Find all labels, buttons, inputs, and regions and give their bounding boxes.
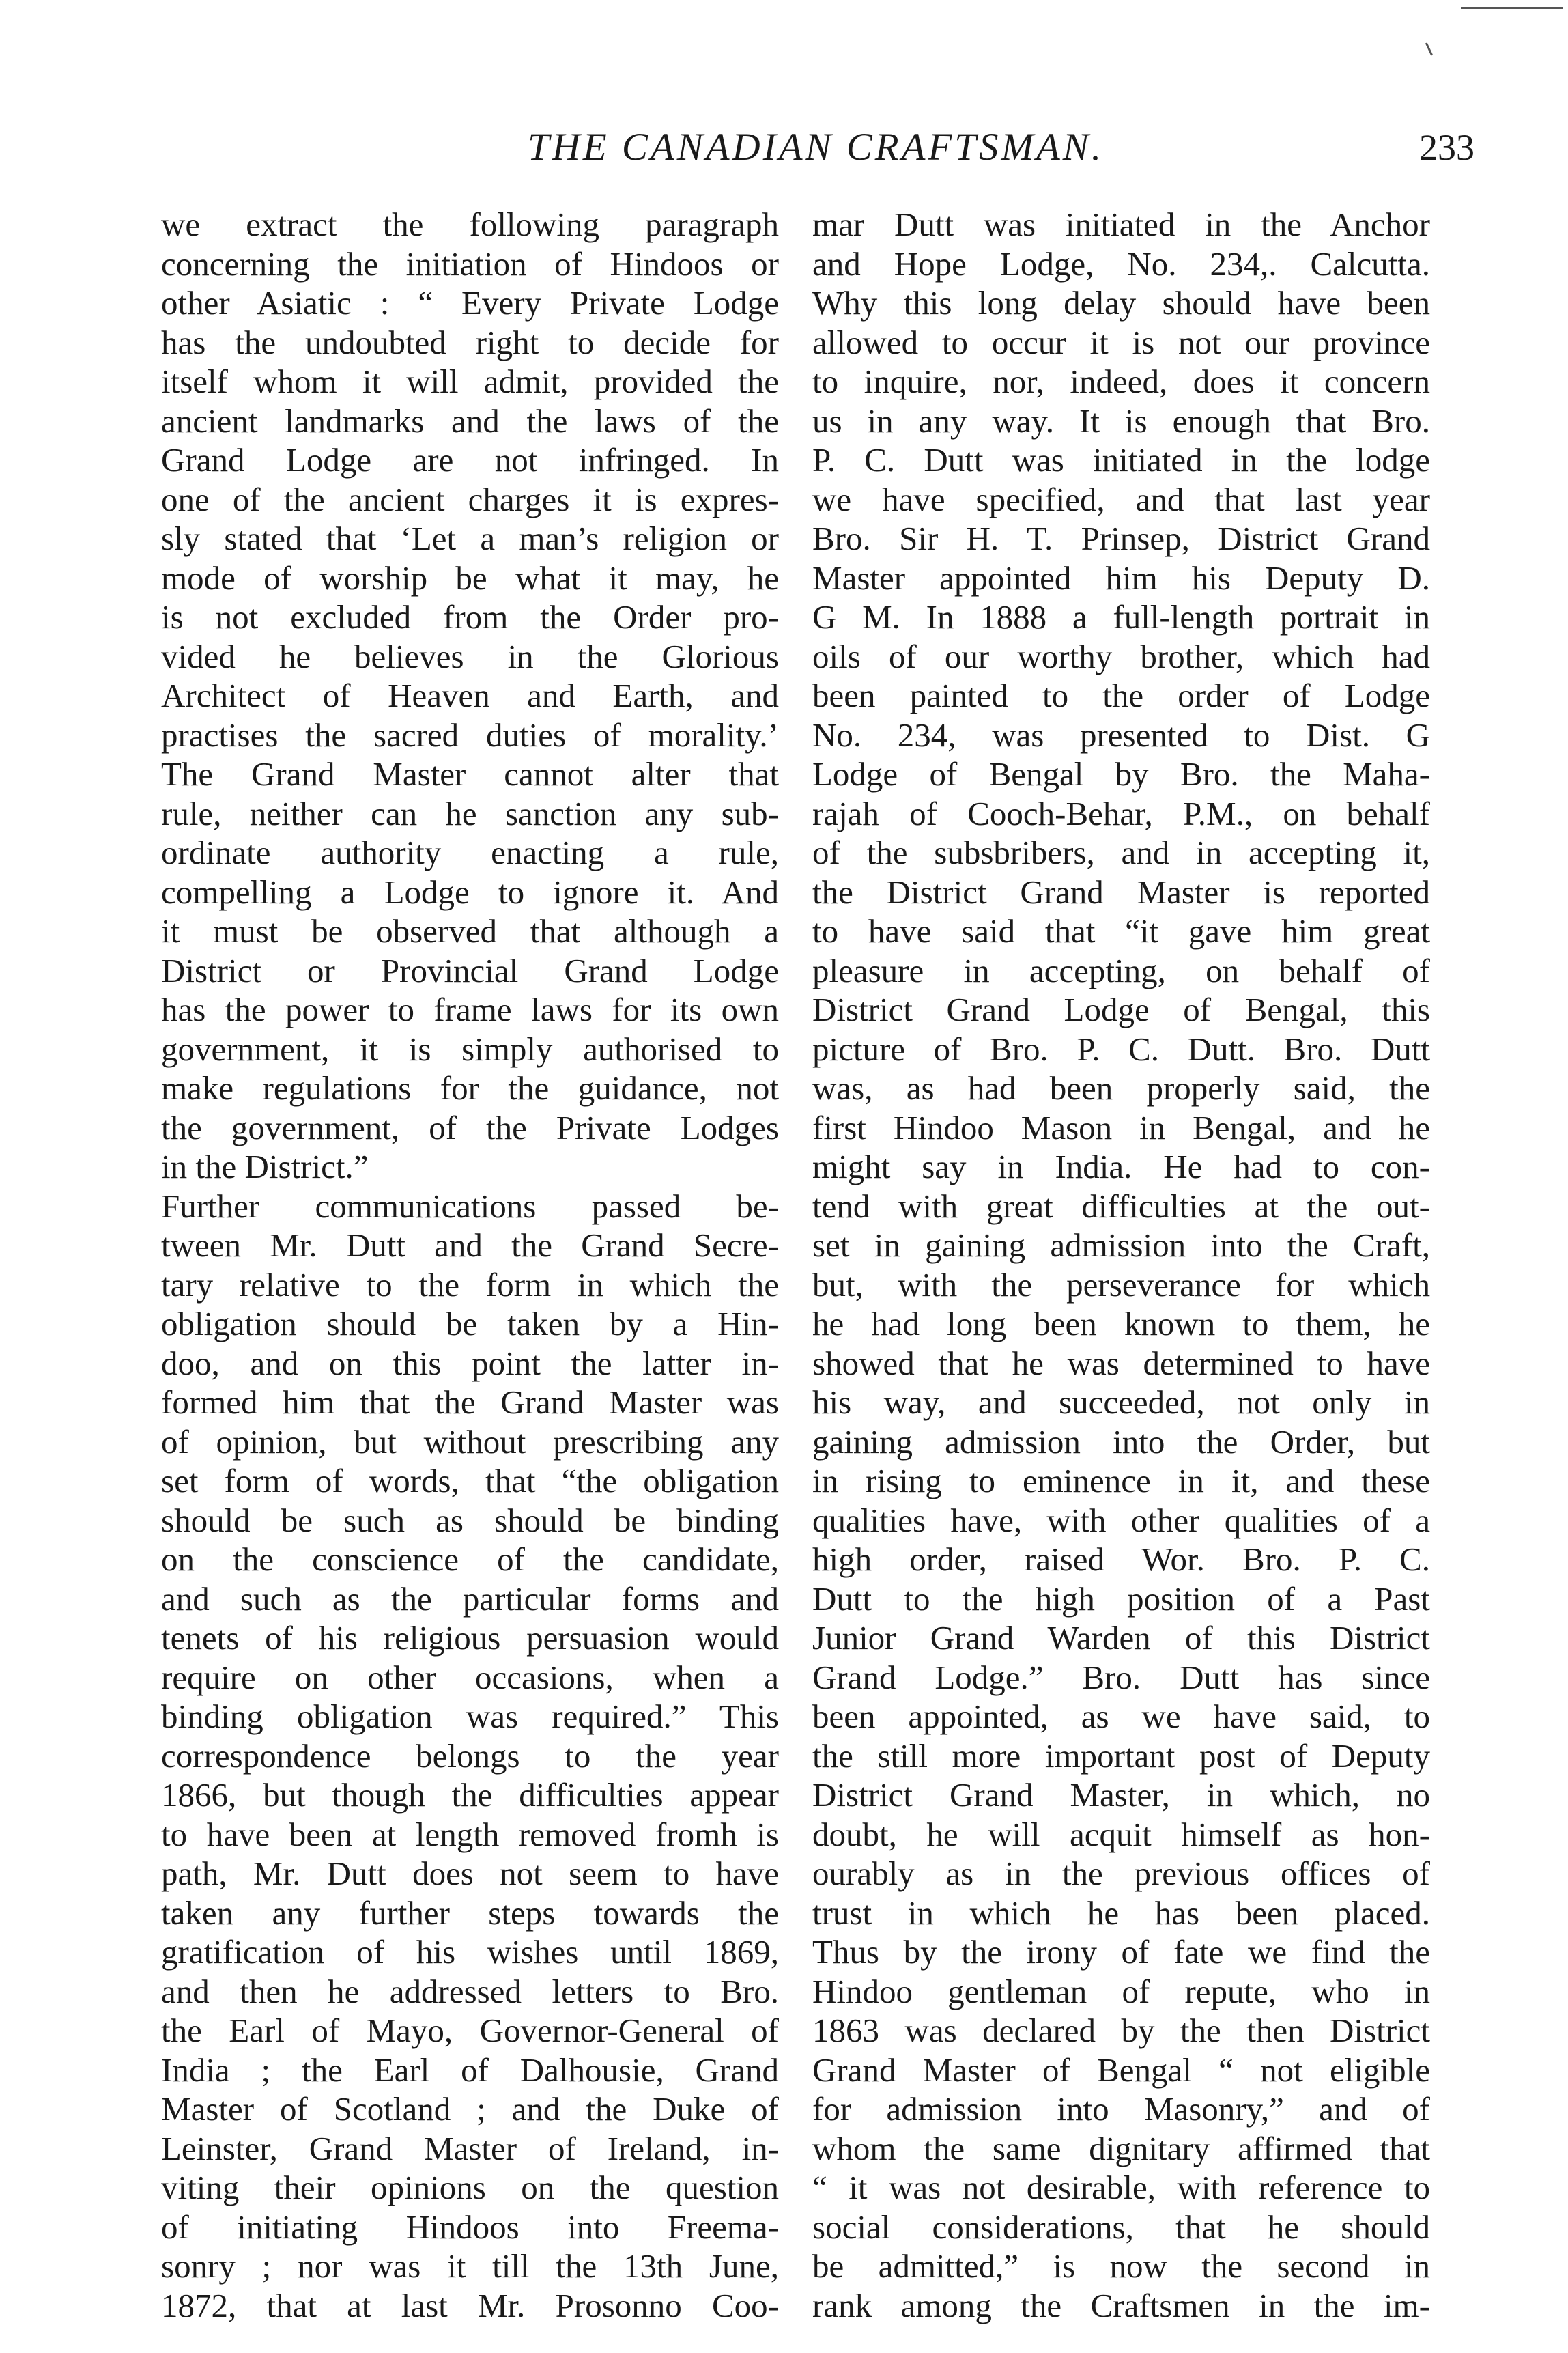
text-line: the government, of the Private Lodges (161, 1108, 779, 1146)
text-line: of opinion, but without prescribing any (161, 1422, 779, 1461)
text-line: vided he believes in the Glorious (161, 637, 779, 675)
text-line: the District Grand Master is reported (812, 873, 1430, 911)
corner-rule (1461, 7, 1563, 9)
text-line: government, it is simply authorised to (161, 1030, 779, 1068)
text-line: District Grand Lodge of Bengal, this (812, 991, 1430, 1028)
text-line: Why this long delay should have been (812, 284, 1430, 322)
text-line: G M. In 1888 a full-length portrait in (812, 598, 1430, 636)
text-line: Lodge of Bengal by Bro. the Maha- (812, 755, 1430, 793)
text-line: his way, and succeeded, not only in (812, 1383, 1430, 1421)
text-line: formed him that the Grand Master was (161, 1383, 779, 1421)
text-line: correspondence belongs to the year (161, 1736, 779, 1775)
text-line: other Asiatic : “ Every Private Lodge (161, 284, 779, 322)
text-line: Junior Grand Warden of this District (812, 1619, 1430, 1657)
text-line: compelling a Lodge to ignore it. And (161, 873, 779, 911)
text-line: rank among the Craftsmen in the im- (812, 2286, 1430, 2324)
text-line: Thus by the irony of fate we find the (812, 1933, 1430, 1971)
running-title: THE CANADIAN CRAFTSMAN. (527, 126, 1104, 169)
text-line: been appointed, as we have said, to (812, 1697, 1430, 1735)
text-line: doo, and on this point the latter in- (161, 1344, 779, 1382)
text-line: set form of words, that “the obligation (161, 1462, 779, 1499)
text-line: gratification of his wishes until 1869, (161, 1933, 779, 1971)
text-line: “ it was not desirable, with reference to (812, 2169, 1430, 2206)
text-line: has the power to frame laws for its own (161, 991, 779, 1028)
text-line: allowed to occur it is not our province (812, 323, 1430, 361)
text-line: itself whom it will admit, provided the (161, 363, 779, 400)
text-line: pleasure in accepting, on behalf of (812, 951, 1430, 989)
text-line: been painted to the order of Lodge (812, 677, 1430, 714)
text-line: we have specified, and that last year (812, 480, 1430, 518)
text-line: qualities have, with other qualities of a (812, 1501, 1430, 1539)
text-line: one of the ancient charges it is expres- (161, 480, 779, 518)
text-line: should be such as should be binding (161, 1501, 779, 1539)
text-line: District or Provincial Grand Lodge (161, 951, 779, 989)
text-line: binding obligation was required.” This (161, 1697, 779, 1735)
text-line: tenets of his religious persuasion would (161, 1619, 779, 1657)
text-line: of the subsbribers, and in accepting it, (812, 834, 1430, 871)
text-line: Hindoo gentleman of repute, who in (812, 1972, 1430, 2010)
text-line: gaining admission into the Order, but (812, 1422, 1430, 1461)
text-line: high order, raised Wor. Bro. P. C. (812, 1540, 1430, 1578)
text-line: he had long been known to them, he (812, 1305, 1430, 1342)
text-line: India ; the Earl of Dalhousie, Grand (161, 2051, 779, 2089)
text-line: trust in which he has been placed. (812, 1893, 1430, 1932)
text-line: whom the same dignitary affirmed that (812, 2129, 1430, 2167)
text-line: Further communications passed be- (161, 1187, 779, 1225)
text-line: mar Dutt was initiated in the Anchor (812, 206, 1430, 243)
text-line: we extract the following paragraph (161, 206, 779, 243)
text-line: be admitted,” is now the second in (812, 2247, 1430, 2285)
text-line: 1872, that at last Mr. Prosonno Coo- (161, 2286, 779, 2324)
text-line: the still more important post of Deputy (812, 1736, 1430, 1775)
text-line: in rising to eminence in it, and these (812, 1462, 1430, 1499)
text-line: make regulations for the guidance, not (161, 1069, 779, 1107)
text-line: to have been at length removed fromh is (161, 1815, 779, 1853)
text-line: ancient landmarks and the laws of the (161, 401, 779, 440)
text-line: sly stated that ‘Let a man’s religion or (161, 520, 779, 557)
text-line: mode of worship be what it may, he (161, 559, 779, 597)
corner-mark (1425, 42, 1433, 55)
text-line: the Earl of Mayo, Governor-General of (161, 2012, 779, 2049)
text-line: oils of our worthy brother, which had (812, 637, 1430, 675)
left-column (161, 205, 779, 2325)
text-line: first Hindoo Mason in Bengal, and he (812, 1108, 1430, 1146)
text-line: it must be observed that although a (161, 912, 779, 950)
text-line: has the undoubted right to decide for (161, 323, 779, 361)
text-line: but, with the perseverance for which (812, 1265, 1430, 1304)
right-column (812, 205, 1430, 2325)
text-line: 1863 was declared by the then District (812, 2012, 1430, 2049)
text-line: District Grand Master, in which, no (812, 1776, 1430, 1814)
text-line: on the conscience of the candidate, (161, 1540, 779, 1578)
text-line: showed that he was determined to have (812, 1344, 1430, 1382)
text-line: ordinate authority enacting a rule, (161, 834, 779, 871)
text-line: taken any further steps towards the (161, 1893, 779, 1932)
text-line: Bro. Sir H. T. Prinsep, District Grand (812, 520, 1430, 557)
text-line: 1866, but though the difficulties appear (161, 1776, 779, 1814)
text-line: concerning the initiation of Hindoos or (161, 244, 779, 283)
text-line: picture of Bro. P. C. Dutt. Bro. Dutt (812, 1030, 1430, 1068)
text-line: tween Mr. Dutt and the Grand Secre- (161, 1226, 779, 1264)
text-line: to have said that “it gave him great (812, 912, 1430, 950)
text-line: P. C. Dutt was initiated in the lodge (812, 441, 1430, 479)
text-line: Grand Lodge are not infringed. In (161, 441, 779, 479)
text-line: tary relative to the form in which the (161, 1265, 779, 1304)
text-line: of initiating Hindoos into Freema- (161, 2208, 779, 2246)
text-line: and then he addressed letters to Bro. (161, 1972, 779, 2010)
text-line: No. 234, was presented to Dist. G (812, 716, 1430, 754)
text-line: sonry ; nor was it till the 13th June, (161, 2247, 779, 2285)
text-line: Grand Master of Bengal “ not eligible (812, 2051, 1430, 2089)
text-line: might say in India. He had to con- (812, 1148, 1430, 1185)
text-line: The Grand Master cannot alter that (161, 755, 779, 793)
text-line: Architect of Heaven and Earth, and (161, 677, 779, 714)
text-line: obligation should be taken by a Hin- (161, 1305, 779, 1342)
text-line: for admission into Masonry,” and of (812, 2090, 1430, 2128)
text-line: tend with great difficulties at the out- (812, 1187, 1430, 1225)
text-line: and Hope Lodge, No. 234,. Calcutta. (812, 244, 1430, 283)
text-line: ourably as in the previous offices of (812, 1855, 1430, 1892)
text-line: to inquire, nor, indeed, does it concern (812, 363, 1430, 400)
text-line: Leinster, Grand Master of Ireland, in- (161, 2129, 779, 2167)
text-line: rajah of Cooch-Behar, P.M., on behalf (812, 794, 1430, 832)
text-line: require on other occasions, when a (161, 1658, 779, 1696)
text-line: Master of Scotland ; and the Duke of (161, 2090, 779, 2128)
text-line: doubt, he will acquit himself as hon- (812, 1815, 1430, 1853)
text-line: viting their opinions on the question (161, 2169, 779, 2206)
text-line: Dutt to the high position of a Past (812, 1579, 1430, 1618)
text-line: in the District.” (161, 1148, 369, 1185)
text-line: set in gaining admission into the Craft, (812, 1226, 1430, 1264)
text-line: is not excluded from the Order pro- (161, 598, 779, 636)
text-line: was, as had been properly said, the (812, 1069, 1430, 1107)
text-line: Grand Lodge.” Bro. Dutt has since (812, 1658, 1430, 1696)
running-head (157, 122, 1474, 176)
text-line: practises the sacred duties of morality.’ (161, 716, 779, 754)
page-number: 233 (1419, 127, 1474, 168)
text-line: social considerations, that he should (812, 2208, 1430, 2246)
text-line: rule, neither can he sanction any sub- (161, 794, 779, 832)
text-line: Master appointed him his Deputy D. (812, 559, 1430, 597)
text-line: us in any way. It is enough that Bro. (812, 401, 1430, 440)
text-line: and such as the particular forms and (161, 1579, 779, 1618)
text-line: path, Mr. Dutt does not seem to have (161, 1855, 779, 1892)
